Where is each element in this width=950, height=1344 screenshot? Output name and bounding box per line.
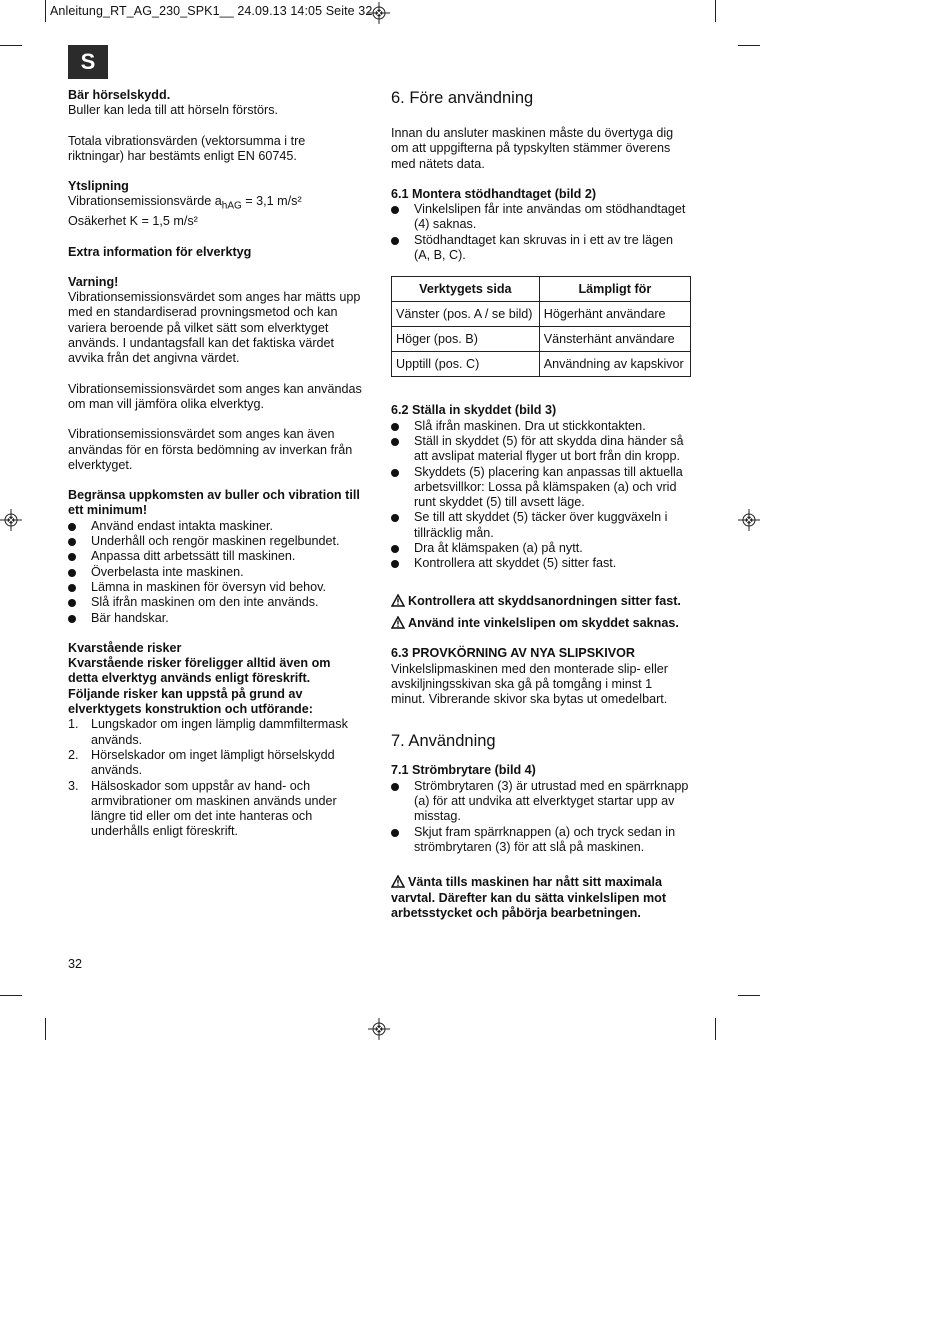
table-header-row [392,277,691,302]
section-title: ett minimum! [68,503,148,518]
section-title: Extra information för elverktyg [68,244,252,259]
table-row [392,302,691,327]
section-heading: 7. Användning [391,732,496,751]
section-heading: 6. Före användning [391,89,534,107]
paragraph: Buller kan leda till att hörseln förstörs. [68,103,278,118]
list-item: Vinkelslipen får inte användas om stödhandtaget (4) saknas. [391,202,701,233]
warning-triangle-icon [391,594,405,607]
section-title: Kvarstående risker [68,640,182,655]
warning-line: arbetsstycket och påbörja bearbetningen. [391,905,641,920]
crop-mark [0,995,22,996]
bullet-icon [391,434,414,465]
bullet-icon [391,825,414,856]
table-cell: Höger (pos. B) [392,327,540,352]
paragraph-line: Vibrationsemissionsvärdet som anges kan även [68,427,335,442]
table-row [392,352,691,377]
bullet-icon [391,419,414,434]
bullet-icon [391,510,414,541]
list-item: Slå ifrån maskinen. Dra ut stickkontakten. [391,419,701,434]
subsection-title: 7.1 Strömbrytare (bild 4) [391,763,536,778]
bullet-icon [391,779,414,825]
list-item: Använd endast intakta maskiner. [68,519,368,534]
list-item: Skjut fram spärrknappen (a) och tryck sedan in strömbrytaren (3) för att slå på maskinen. [391,825,701,856]
warning-line: Kontrollera att skyddsanordningen sitter fast. [391,594,701,609]
subsection-title: 6.3 PROVKÖRNING AV NYA SLIPSKIVOR [391,646,635,661]
list-item: Se till att skyddet (5) täcker över kuggväxeln i tillräcklig mån. [391,510,701,541]
paragraph-line: elverktyget. [68,457,133,472]
subsection-title: 6.2 Ställa in skyddet (bild 3) [391,403,557,418]
paragraph-line: variera beroende på vilket sätt som elverktyget [68,320,329,335]
paragraph-line: används. I undantagsfall kan det faktiska värdet [68,336,335,351]
list-item: Lämna in maskinen för översyn vid behov. [68,580,368,595]
table-row [392,327,691,352]
bullet-icon [68,565,91,580]
paragraph-line: användas för en första bedömning av inverkan från [68,442,353,457]
paragraph-line: Totala vibrationsvärden (vektorsumma i tre [68,133,306,148]
bold-line: Följande risker kan uppstå på grund av [68,686,303,701]
paragraph-line: minut. Vibrerande skivor ska bytas ut omedelbart. [391,692,668,707]
list-item: Bär handskar. [68,611,368,626]
bullet-icon [391,202,414,233]
table-cell: Högerhänt användare [539,302,690,327]
list-item: Dra åt klämspaken (a) på nytt. [391,541,701,556]
bold-line: detta elverktyg används enligt föreskrift. [68,671,311,686]
numbered-item: 2. Hörselskador om inget lämpligt hörselskydd används. [68,747,335,778]
registration-mark-icon [738,509,760,531]
paragraph-line: riktningar) har bestämts enligt EN 60745. [68,148,297,163]
bold-line: Kvarstående risker föreligger alltid även om [68,656,331,671]
warning-title: Varning! [68,274,119,289]
paragraph-line: Vinkelslipmaskinen med den monterade slip- eller [391,661,668,676]
list-item: Strömbrytaren (3) är utrustad med en spärrknapp (a) för att undvika att elverktyget startar upp av misstag. [391,779,701,825]
table-header: Verktygets sida [392,277,540,302]
paragraph-line: avskiljningsskivan ska gå på tomgång i minst 1 [391,676,653,691]
bullet-icon [68,595,91,610]
list-item: Underhåll och rengör maskinen regelbundet. [68,534,368,549]
list-item: Skyddets (5) placering kan anpassas till aktuella arbetsvillkor: Lossa på klämspaken (a) och vrid runt skyddet (5) till avsett läge. [391,465,701,511]
list-item: Anpassa ditt arbetssätt till maskinen. [68,549,368,564]
list-item: Kontrollera att skyddet (5) sitter fast. [391,556,701,571]
table-cell: Vänsterhänt användare [539,327,690,352]
bullet-icon [68,519,91,534]
list-item: Stödhandtaget kan skruvas in i ett av tre lägen (A, B, C). [391,233,701,264]
table-cell: Upptill (pos. C) [392,352,540,377]
crop-mark [715,0,716,22]
bullet-icon [391,556,414,571]
numbered-item: 1. Lungskador om ingen lämplig dammfiltermask används. [68,717,348,747]
warning-line: Vänta tills maskinen har nått sitt maximala [391,875,701,890]
table-header: Lämpligt för [539,277,690,302]
right-column [391,88,701,921]
print-slug-header: Anleitung_RT_AG_230_SPK1__ 24.09.13 14:05 Seite 32 [50,4,373,18]
warning-triangle-icon [391,616,405,629]
section-title: Begränsa uppkomsten av buller och vibration till [68,488,360,503]
registration-mark-icon [368,1018,390,1040]
crop-mark [0,45,22,46]
paragraph-line: avvika från det angivna värdet. [68,351,240,366]
paragraph-line: om man vill jämföra olika elverktyg. [68,396,264,411]
handle-position-table [391,276,691,377]
warning-line: varvtal. Därefter kan du sätta vinkelslipen mot [391,890,667,905]
bullet-icon [68,580,91,595]
bullet-icon [391,465,414,511]
paragraph-line: Innan du ansluter maskinen måste du övertyga dig [391,126,674,140]
crop-mark [45,0,46,22]
numbered-item: 3. Hälsoskador som uppstår av hand- och armvibrationer om maskinen används under längre tid eller om det inte hanteras och underhålls enligt föreskrift. [68,778,337,839]
crop-mark [715,1018,716,1040]
bullet-icon [68,611,91,626]
uncertainty-line: Osäkerhet K = 1,5 m/s² [68,214,198,229]
paragraph-line: om att uppgifterna på typskylten stämmer överens [391,141,671,156]
page-number: 32 [68,957,83,971]
warning-line: Använd inte vinkelslipen om skyddet saknas. [391,616,701,631]
bullet-icon [68,534,91,549]
bullet-icon [68,549,91,564]
section-title: Ytslipning [68,179,129,194]
paragraph-line: med en standardiserad provningsmetod och kan [68,305,338,320]
paragraph-line: med nätets data. [391,156,485,171]
table-cell: Vänster (pos. A / se bild) [392,302,540,327]
list-item: Överbelasta inte maskinen. [68,565,368,580]
section-title: Bär hörselskydd. [68,88,171,102]
bullet-icon [391,233,414,264]
language-tab: S [68,45,108,79]
bullet-icon [391,541,414,556]
crop-mark [738,995,760,996]
table-cell: Användning av kapskivor [539,352,690,377]
crop-mark [45,1018,46,1040]
registration-mark-icon [0,509,22,531]
paragraph-line: Vibrationsemissionsvärdet som anges har mätts upp [68,290,361,305]
warning-triangle-icon [391,875,405,888]
left-column [68,88,368,840]
list-item: Ställ in skyddet (5) för att skydda dina händer så att avslipat material flyger ut bort från din kropp. [391,434,701,465]
bold-line: elverktygets konstruktion och utförande: [68,702,313,717]
list-item: Slå ifrån maskinen om den inte används. [68,595,368,610]
paragraph-line: Vibrationsemissionsvärdet som anges kan användas [68,381,362,396]
crop-mark [738,45,760,46]
vibration-value-line: Vibrationsemissionsvärde $a_{hAG} = 3,1$ m/s² [68,194,302,212]
subsection-title: 6.1 Montera stödhandtaget (bild 2) [391,186,597,201]
